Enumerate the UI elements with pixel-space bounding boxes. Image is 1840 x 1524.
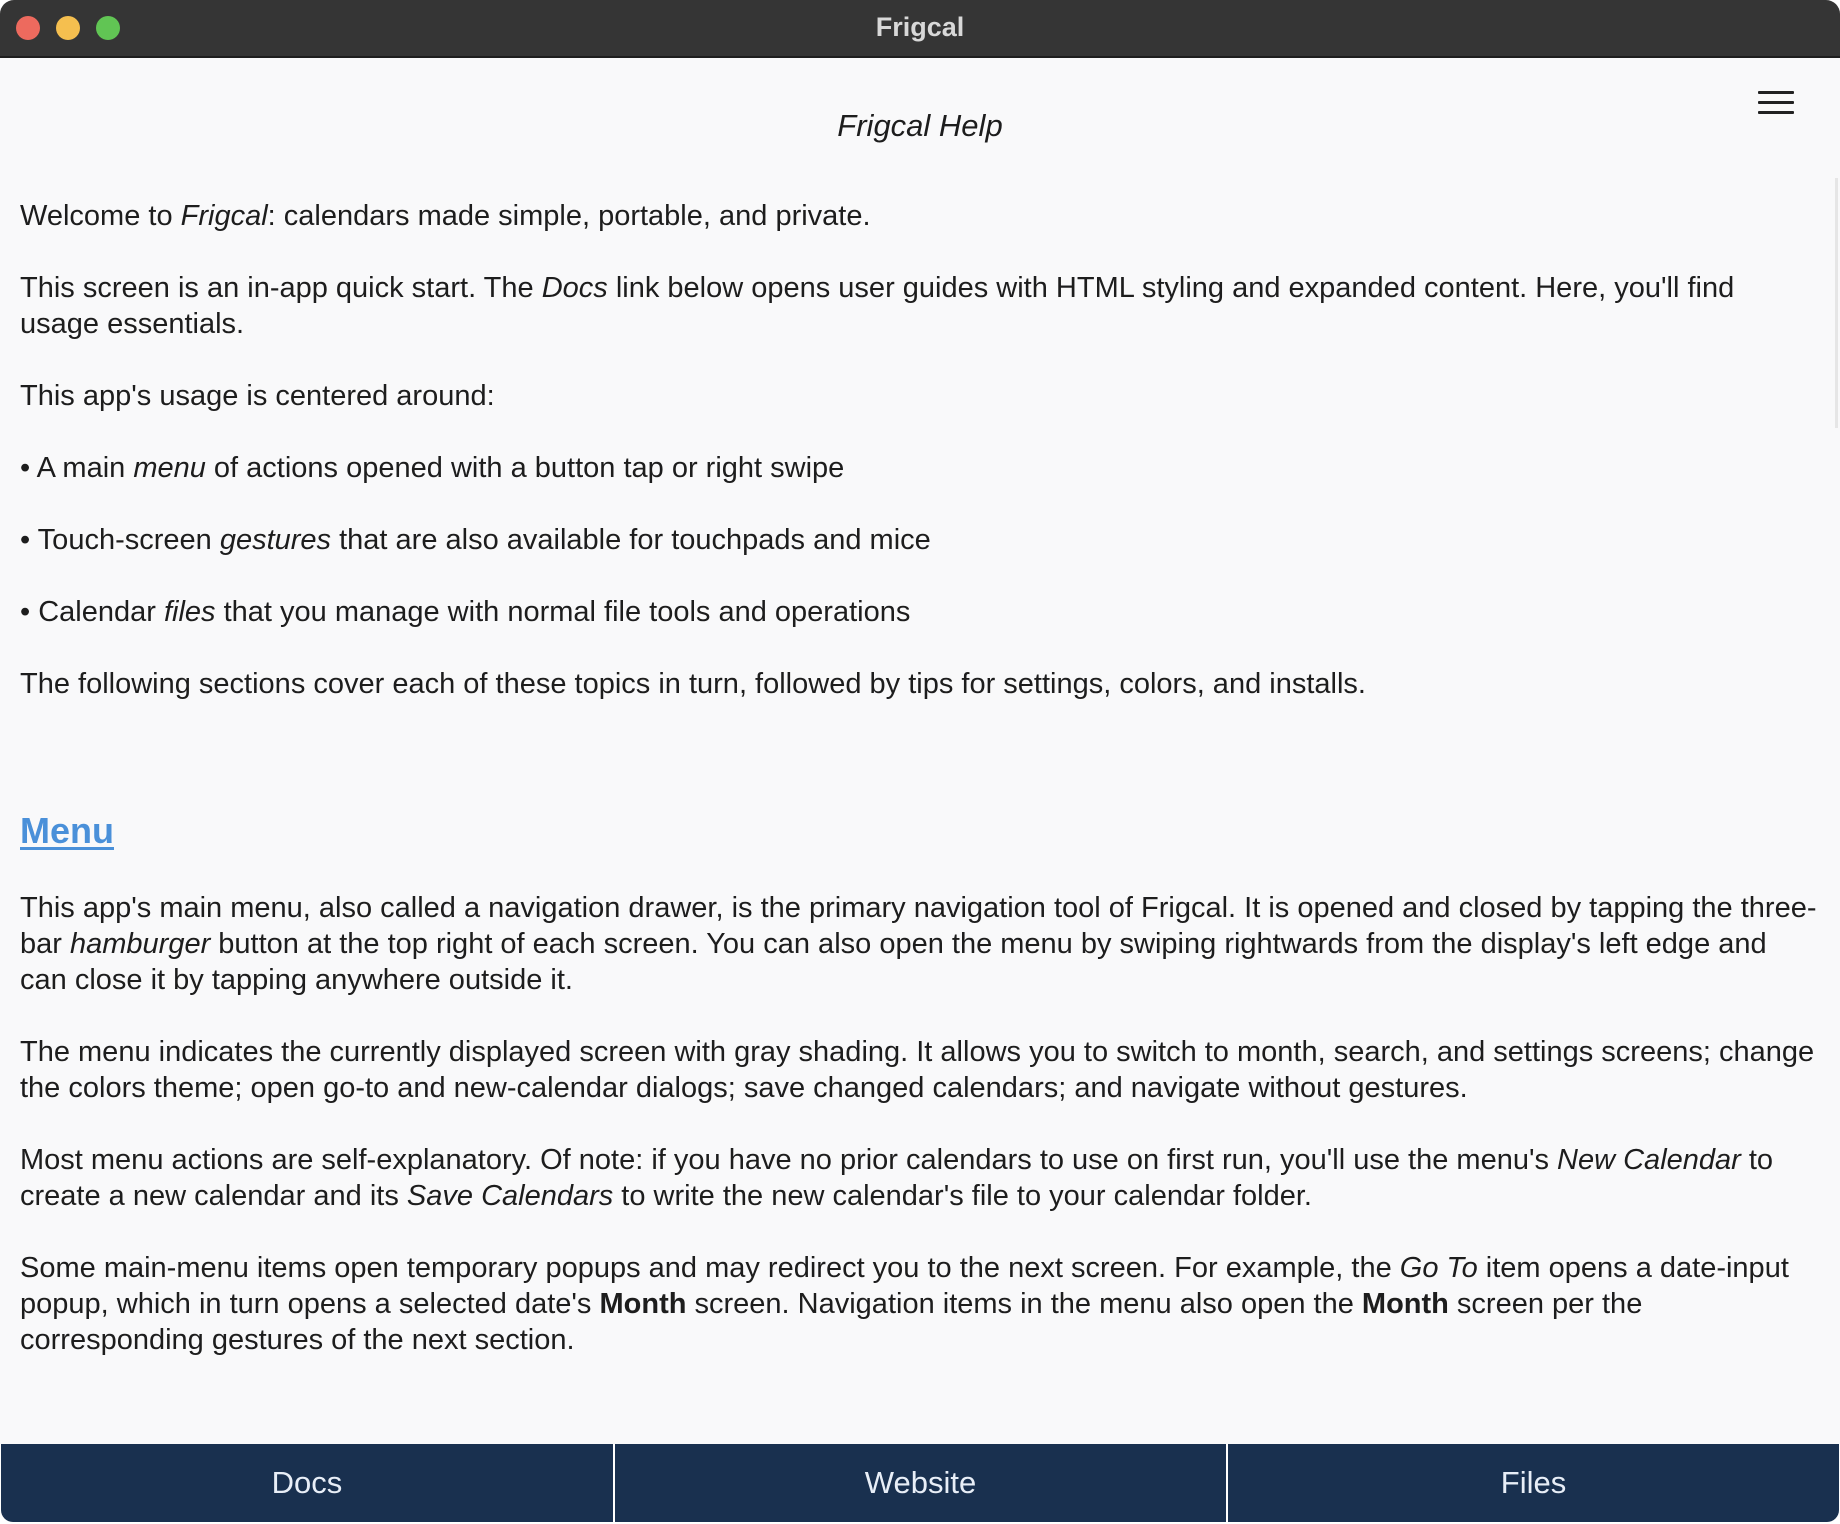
- scrollbar-thumb[interactable]: [1835, 178, 1838, 428]
- website-button[interactable]: Website: [615, 1444, 1226, 1522]
- bullet-files: • Calendar files that you manage with normal file tools and operations: [20, 596, 911, 628]
- page-title: Frigcal Help: [837, 108, 1003, 143]
- hamburger-menu-icon[interactable]: [1756, 88, 1796, 118]
- menu-paragraph-3: Most menu actions are self-explanatory. Of note: if you have no prior calendars to use on first run, you'll use the menu's New Calendar to create a new calendar and its Save Calendars to write the new calendar's file to your calendar folder.: [20, 1144, 1774, 1212]
- window-title: Frigcal: [875, 12, 965, 42]
- centered-around-paragraph: This app's usage is centered around:: [20, 380, 495, 412]
- welcome-paragraph: Welcome to Frigcal: calendars made simple, portable, and private.: [20, 200, 871, 232]
- docs-button[interactable]: Docs: [1, 1444, 613, 1522]
- quickstart-paragraph: This screen is an in-app quick start. The Docs link below opens user guides with HTML styling and expanded content. Here, you'll find usage essentials.: [20, 272, 1735, 340]
- title-bar: [0, 0, 1840, 58]
- bottom-button-bar: [0, 1444, 1840, 1524]
- following-paragraph: The following sections cover each of these topics in turn, followed by tips for settings, colors, and installs.: [20, 668, 1366, 700]
- files-button[interactable]: Files: [1228, 1444, 1839, 1522]
- menu-paragraph-1: This app's main menu, also called a navigation drawer, is the primary navigation tool of Frigcal. It is opened and closed by tapping the three-bar hamburger button at the top right of each screen. You can also open the menu by swiping rightwards from the display's left edge and can close it by tapping anywhere outside it.: [20, 892, 1817, 996]
- menu-paragraph-2: The menu indicates the currently displayed screen with gray shading. It allows you to switch to month, search, and settings screens; change the colors theme; open go-to and new-calendar dialogs; save changed calendars; and navigate without gestures.: [20, 1036, 1815, 1104]
- bullet-menu: • A main menu of actions opened with a button tap or right swipe: [20, 452, 845, 484]
- bullet-gestures: • Touch-screen gestures that are also available for touchpads and mice: [20, 524, 931, 556]
- help-content[interactable]: [0, 58, 1840, 1444]
- menu-section-heading-link[interactable]: Menu: [20, 810, 114, 851]
- menu-paragraph-4: Some main-menu items open temporary popups and may redirect you to the next screen. For example, the Go To item opens a date-input popup, which in turn opens a selected date's Month screen. Navigation items in the menu also open the Month screen per the corresponding gestures of the next section.: [20, 1252, 1789, 1356]
